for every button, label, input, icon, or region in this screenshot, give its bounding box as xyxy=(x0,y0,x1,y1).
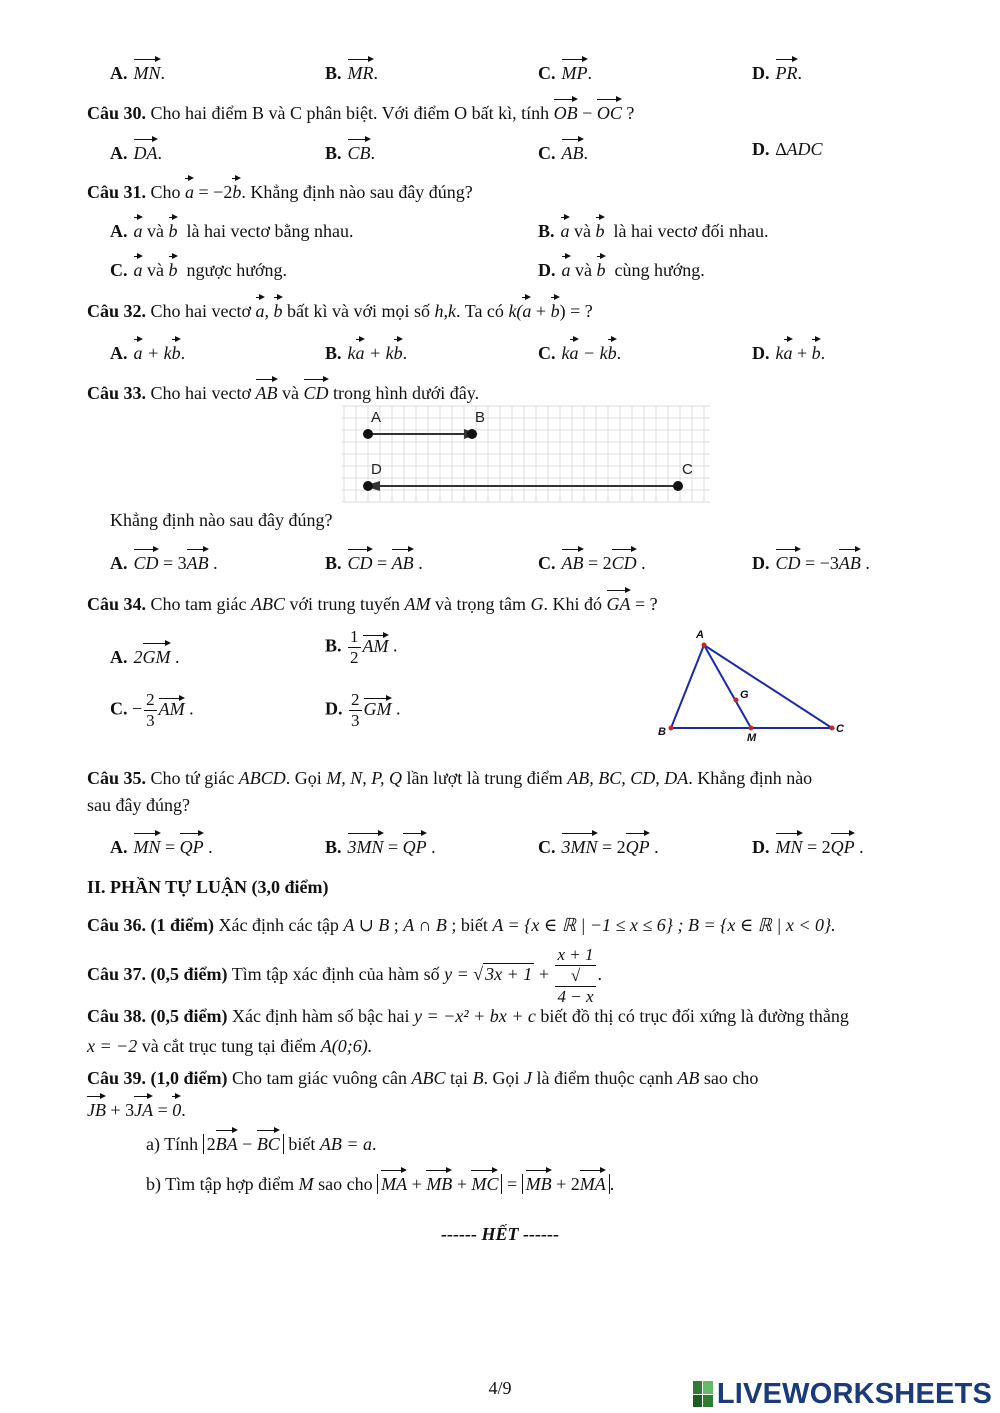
q39-stem-line1: Câu 39. (1,0 điểm) Cho tam giác vuông cân ABC tại B. Gọi J là điểm thuộc cạnh AB sao cho xyxy=(87,1068,759,1088)
q32-option-d[interactable]: D. ka + b. xyxy=(752,336,825,366)
end-marker: ------ HẾT ------ xyxy=(441,1224,559,1244)
q32-option-a[interactable]: A. a + kb. xyxy=(110,336,185,366)
q34-triangle-figure xyxy=(650,625,850,745)
q34-options-row1 xyxy=(0,640,1000,666)
q29-options xyxy=(0,56,1000,82)
q33-stem: Câu 33. Cho hai vectơ AB và CD trong hình dưới đây. xyxy=(0,376,1000,402)
label-b: B xyxy=(475,409,486,426)
q30-options xyxy=(0,136,1000,162)
q33-option-a[interactable]: A. CD = 3AB . xyxy=(110,546,218,576)
point-b xyxy=(669,726,674,731)
label-g: G xyxy=(740,689,749,701)
q32-stem: Câu 32. Cho hai vectơ a, b bất kì và với mọi số h,k. Ta có k(a + b) = ? xyxy=(0,294,1000,320)
point-a xyxy=(702,643,707,648)
label-a: A xyxy=(371,409,382,426)
q34-option-d[interactable]: D. $\frac{2}{3}$ GM . xyxy=(325,690,401,730)
q32-options xyxy=(0,336,1000,362)
q30-option-c[interactable]: C. AB. xyxy=(538,136,588,166)
point-a xyxy=(363,429,373,439)
q30-stem: Câu 30. Cho hai điểm B và C phân biệt. Với điểm O bất kì, tính OB − OC ? xyxy=(0,96,1000,122)
q35-option-a[interactable]: A. MN = QP . xyxy=(110,830,213,860)
q33-option-d[interactable]: D. CD = −3AB . xyxy=(752,546,870,576)
q35-stem-line1: Câu 35. Cho tứ giác ABCD. Gọi M, N, P, Q lần lượt là trung điểm AB, BC, CD, DA. Khẳng định nào xyxy=(87,768,813,788)
q36-stem: Câu 36. (1 điểm) Xác định các tập A ∪ B ; A ∩ B ; biết A = {x ∈ ℝ | −1 ≤ x ≤ 6} ; B = {x ∈ ℝ | x < 0}. xyxy=(87,915,836,935)
q35-option-b[interactable]: B. 3MN = QP . xyxy=(325,830,436,860)
q35-options xyxy=(0,830,1000,856)
q34-stem: Câu 34. Cho tam giác ABC với trung tuyến AM và trọng tâm G. Khi đó GA = ? xyxy=(0,587,1000,613)
grid-lines xyxy=(342,406,710,502)
q39-condition: JB + 3JA = 0. xyxy=(0,1093,1000,1119)
q33-grid-figure xyxy=(340,404,712,504)
q35-stem-line2: sau đây đúng? xyxy=(87,795,190,815)
point-g xyxy=(734,698,739,703)
point-m xyxy=(749,726,754,731)
label-a: A xyxy=(696,629,704,641)
label-m: M xyxy=(747,732,757,744)
label-d: D xyxy=(371,461,382,478)
triangle-abc xyxy=(671,645,832,728)
q29-option-d[interactable]: D. PR. xyxy=(752,56,802,86)
q39-part-b: b) Tìm tập hợp điểm M sao cho MA + MB + MC = MB + 2MA . xyxy=(0,1167,1000,1193)
q31-options-row2 xyxy=(0,253,1000,279)
logo-text: LIVEWORKSHEETS xyxy=(716,1377,992,1410)
point-c xyxy=(673,481,683,491)
label-c: C xyxy=(682,461,693,478)
q38-stem-line1: Câu 38. (0,5 điểm) Xác định hàm số bậc hai y = −x² + bx + c biết đồ thị có trục đối xứng là đường thẳng xyxy=(87,1006,849,1026)
point-b xyxy=(467,429,477,439)
q39-part-a: a) Tính 2BA − BC biết AB = a. xyxy=(0,1127,1000,1153)
q30-option-d[interactable]: D. ∆ADC xyxy=(752,139,823,159)
liveworksheets-logo[interactable] xyxy=(693,1377,992,1411)
label-b: B xyxy=(658,726,666,738)
q32-option-c[interactable]: C. ka − kb. xyxy=(538,336,621,366)
q31-option-d[interactable]: D. a và b cùng hướng. xyxy=(538,253,705,283)
q33-option-c[interactable]: C. AB = 2CD . xyxy=(538,546,646,576)
q33-ask: Khẳng định nào sau đây đúng? xyxy=(110,510,333,530)
q35-option-c[interactable]: C. 3MN = 2QP . xyxy=(538,830,659,860)
q37-stem: Câu 37. (0,5 điểm) Tìm tập xác định của hàm số y = √ 3x + 1 + x + 1 √ 4 − x . xyxy=(87,945,602,1006)
page-number: 4/9 xyxy=(488,1378,512,1398)
q34-option-c[interactable]: C. − $\frac{2}{3}$ AM . xyxy=(110,690,194,730)
q29-option-a[interactable]: A. MN. xyxy=(110,56,165,86)
label-c: C xyxy=(836,723,844,735)
q35-option-d[interactable]: D. MN = 2QP . xyxy=(752,830,864,860)
part2-heading: II. PHẦN TỰ LUẬN (3,0 điểm) xyxy=(87,877,329,897)
q33-option-b[interactable]: B. CD = AB . xyxy=(325,546,423,576)
q38-stem-line2: x = −2 và cắt trục tung tại điểm A(0;6). xyxy=(87,1036,373,1056)
q31-option-c[interactable]: C. a và b ngược hướng. xyxy=(110,253,287,283)
q29-option-c[interactable]: C. MP. xyxy=(538,56,592,86)
q31-options-row1 xyxy=(0,214,1000,240)
q33-options xyxy=(0,546,1000,572)
q31-option-a[interactable]: A. a và b là hai vectơ bằng nhau. xyxy=(110,214,353,244)
point-d xyxy=(363,481,373,491)
q29-option-b[interactable]: B. MR. xyxy=(325,56,378,86)
q31-stem: Câu 31. Cho a = −2b. Khẳng định nào sau đây đúng? xyxy=(0,175,1000,201)
point-c xyxy=(830,726,835,731)
q34-option-a[interactable]: A. 2GM . xyxy=(110,640,180,670)
q34-option-b[interactable]: B. $\frac{1}{2}$ AM . xyxy=(325,627,398,667)
q30-option-a[interactable]: A. DA. xyxy=(110,136,162,166)
q32-option-b[interactable]: B. ka + kb. xyxy=(325,336,407,366)
logo-mark-icon xyxy=(693,1381,713,1407)
median-am xyxy=(704,645,751,728)
q31-option-b[interactable]: B. a và b là hai vectơ đối nhau. xyxy=(538,214,768,244)
q30-option-b[interactable]: B. CB. xyxy=(325,136,375,166)
